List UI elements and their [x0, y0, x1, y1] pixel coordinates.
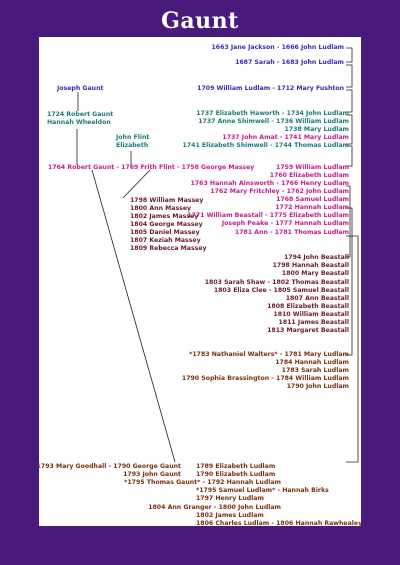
page-title: Gaunt: [161, 8, 239, 34]
person-entry: Hannah Wheeldon: [47, 119, 111, 126]
person-entry: 1772 Hannah Ludlam: [275, 204, 349, 211]
person-entry: 1709 William Ludlam - 1712 Mary Fushton: [197, 85, 344, 92]
person-entry: 1790 Sophia Brassington - 1784 William Ludlam: [181, 375, 349, 382]
person-entry: 1800 Ann Massey: [130, 205, 192, 212]
person-entry: 1762 Mary Fritchley - 1762 John Ludlam: [210, 188, 349, 195]
person-entry: 1737 John Amat - 1741 Mary Ludlam: [222, 134, 349, 141]
person-entry: 1807 Keziah Massey: [130, 237, 201, 244]
person-entry: *1795 Samuel Ludlam* - Hannah Birks: [196, 487, 329, 494]
person-entry: 1804 Ann Granger - 1800 John Ludlam: [148, 504, 281, 511]
person-entry: *1783 Nathaniel Walters* - 1781 Mary Ludlam: [189, 351, 349, 358]
person-entry: 1784 Hannah Ludlam: [275, 359, 349, 366]
person-entry: 1807 Ann Beastall: [285, 295, 349, 302]
person-entry: 1759 William Ludlam: [276, 164, 349, 171]
person-entry: 1741 Elizabeth Shimwell - 1744 Thomas Ludlam: [182, 142, 349, 149]
person-entry: 1790 John Ludlam: [286, 383, 349, 390]
person-entry: 1763 Hannah Ainsworth - 1766 Henry Ludlam: [190, 180, 349, 187]
person-entry: 1737 Anne Shimwell - 1736 William Ludlam: [198, 118, 349, 125]
person-entry: Elizabeth: [116, 142, 149, 149]
person-entry: 1724 Robert Gaunt: [47, 111, 114, 118]
person-entry: 1802 James Massey: [130, 213, 199, 220]
person-entry: 1813 Margaret Beastall: [267, 327, 349, 334]
person-entry: 1798 Hannah Beastall: [272, 262, 349, 269]
person-entry: 1789 Elizabeth Ludlam: [196, 463, 276, 470]
person-entry: *1795 Thomas Gaunt* - 1792 Hannah Ludlam: [124, 479, 281, 486]
person-entry: 1803 Sarah Shaw - 1802 Thomas Beastall: [204, 279, 349, 286]
person-entry: 1793 Mary Goodhall - 1790 George Gaunt: [36, 463, 181, 470]
person-entry: 1797 Henry Ludlam: [196, 495, 264, 502]
person-entry: 1760 Elizabeth Ludlam: [269, 172, 349, 179]
person-entry: 1687 Sarah - 1683 John Ludlam: [235, 59, 344, 66]
person-entry: 1738 Mary Ludlam: [284, 126, 349, 133]
person-entry: 1806 Charles Ludlam - 1806 Hannah Rawhealey: [196, 520, 363, 527]
person-entry: 1794 John Beastall: [283, 254, 349, 261]
person-entry: 1768 Samuel Ludlam: [276, 196, 349, 203]
person-entry: 1764 Robert Gaunt - 1769 Frith Flint - 1758 George Massey: [48, 164, 255, 171]
person-entry: 1804 George Massey: [130, 221, 203, 228]
person-entry: 1802 James Ludlam: [196, 512, 264, 519]
person-entry: 1798 William Massey: [130, 197, 204, 204]
person-entry: 1809 Rebecca Massey: [130, 245, 207, 252]
person-entry: 1805 Daniel Massey: [130, 229, 200, 236]
person-entry: 1811 James Beastall: [278, 319, 349, 326]
person-entry: 1803 Eliza Clee - 1805 Samuel Beastall: [213, 287, 349, 294]
person-entry: 1800 Mary Beastall: [281, 270, 349, 277]
person-entry: 1771 William Beastall - 1775 Elizabeth Ludlam: [187, 212, 349, 219]
person-entry: 1790 Elizabeth Ludlam: [196, 471, 276, 478]
person-entry: 1781 Ann - 1781 Thomas Ludlam: [234, 229, 349, 236]
person-entry: 1737 Elizabeth Haworth - 1734 John Ludlam: [196, 110, 349, 117]
person-entry: John Flint: [116, 134, 150, 141]
person-entry: 1663 Jane Jackson - 1666 John Ludlam: [211, 44, 344, 51]
person-entry: Joseph Peake - 1777 Hannah Ludlam: [221, 220, 349, 227]
person-entry: 1810 William Beastall: [273, 311, 349, 318]
person-entry: 1808 Elizabeth Beastall: [267, 303, 349, 310]
person-entry: Joseph Gaunt: [57, 85, 104, 92]
person-entry: 1793 John Gaunt: [123, 471, 181, 478]
person-entry: 1783 Sarah Ludlam: [281, 367, 349, 374]
